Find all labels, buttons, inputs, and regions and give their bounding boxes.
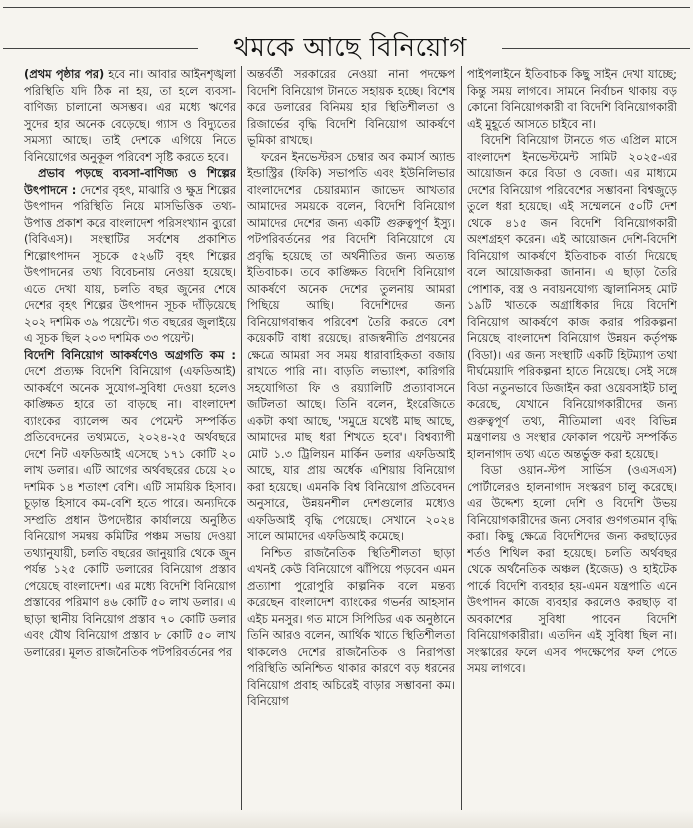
paragraph bbox=[467, 132, 677, 462]
column-1 bbox=[24, 66, 236, 811]
column-3 bbox=[467, 66, 677, 811]
headline-rule-right bbox=[502, 48, 690, 49]
paragraph-text: বিদেশি বিনিয়োগ টানতে গত এপ্রিল মাসে বাংলাদেশ ইনভেস্টমেন্ট সামিট ২০২৫-এর আয়োজন করে বিডা ও বেজা। এর মাধ্যমে দেশের বিনিয়োগ পরিবেশের সম্ভাবনা বিশ্বজুড়ে তুলে ধরা হয়েছে। এই সম্মেলনে ৫০টি দেশ থেকে ৪১৫ জন বিদেশি বিনিয়োগকারী অংশগ্রহণ করেন। এই আয়োজন দেশি-বিদেশি বিনিয়োগ আকর্ষণে ইতিবাচক বার্তা দিয়েছে বলে আয়োজকরা জানান। এ ছাড়া তৈরি পোশাক, বস্ত্র ও নবায়নযোগ্য জ্বালানিসহ মোট ১৯টি খাতকে অগ্রাধিকার দিয়ে বিদেশি বিনিয়োগ আকর্ষণে কাজ করার পরিকল্পনা নিয়েছে বাংলাদেশ বিনিয়োগ উন্নয়ন কর্তৃপক্ষ (বিডা)। এর জন্য সংস্থাটি একটি হিটম্যাপ তথা দীর্ঘমেয়াদি পরিকল্পনা হাতে নিয়েছে। সেই সঙ্গে বিডা নতুনভাবে ডিজাইন করা ওয়েবসাইট চালু করেছে, যেখানে বিনিয়োগকারীদের জন্য গুরুত্বপূর্ণ তথ্য, নীতিমালা এবং বিভিন্ন মন্ত্রণালয় ও সংস্থার ফোকাল পয়েন্ট সম্পর্কিত হালনাগাদ তথ্য এতে অন্তর্ভুক্ত করা হয়েছে। bbox=[467, 133, 677, 461]
paragraph bbox=[24, 66, 236, 165]
paragraph-lead: বিদেশি বিনিয়োগ আকর্ষণেও অগ্রগতি কম : bbox=[24, 347, 236, 362]
paragraph-text: অন্তর্বর্তী সরকারের নেওয়া নানা পদক্ষেপ বিদেশি বিনিয়োগ টানতে সহায়ক হচ্ছে। বিশেষ করে ডলারের বিনিময় হার স্থিতিশীলতা ও রিজার্ভের বৃদ্ধি বিদেশি বিনিয়োগ আকর্ষণে ভূমিকা রাখছে। bbox=[247, 67, 455, 147]
paragraph-lead: (প্রথম পৃষ্ঠার পর) bbox=[24, 67, 105, 81]
top-rule bbox=[3, 7, 690, 8]
paragraph bbox=[467, 462, 677, 677]
column-divider-1 bbox=[241, 66, 242, 811]
paragraph bbox=[247, 66, 455, 149]
paragraph-text: নিশ্চিত রাজনৈতিক স্থিতিশীলতা ছাড়া এখনই কেউ বিনিয়োগে ঝাঁপিয়ে পড়বেন এমন প্রত্যাশা পুরোপুরি কাল্পনিক বলে মন্তব্য করেছেন বাংলাদেশ ব্যাংকের গভর্নর আহসান এইচ মনসুর। গত মাসে সিপিডির এক অনুষ্ঠানে তিনি আরও বলেন, আর্থিক খাতে স্থিতিশীলতা থাকলেও দেশের রাজনৈতিক ও নিরাপত্তা পরিস্থিতি অনিশ্চিত থাকার কারণে বড় ধরনের বিনিয়োগ প্রবাহ অচিরেই বাড়ার সম্ভাবনা কম। বিনিয়োগ bbox=[247, 545, 455, 708]
paragraph-text: বিডা ওয়ান-স্টপ সার্ভিস (ওএসএস) পোর্টালেরও হালনাগাদ সংস্করণ চালু করেছে। এর উদ্দেশ্য হলো দেশি ও বিদেশি উভয় বিনিয়োগকারীদের জন্য সেবার গুণগতমান বৃদ্ধি করা। কিছু ক্ষেত্রে বিদেশিদের জন্য করছাড়ের শর্তও শিথিল করা হয়েছে। চলতি অর্থবছর থেকে অর্থনৈতিক অঞ্চল (ইজেড) ও হাইটেক পার্কে বিদেশি ব্যবহার হয়-এমন যন্ত্রপাতি এনে উৎপাদন কাজে ব্যবহার করলেও করছাড় বা অবকাশের সুবিধা পাবেন বিদেশি বিনিয়োগকারীরা। এতদিন এই সুবিধা ছিল না। সংস্কারের ফলে এসব পদক্ষেপের ফল পেতে সময় লাগবে। bbox=[467, 463, 677, 675]
paragraph-text: দেশের বৃহৎ, মাঝারি ও ক্ষুদ্র শিল্পের উৎপাদন পরিস্থিতি নিয়ে মাসভিত্তিক তথ্য-উপাত্ত প্রকাশ করে বাংলাদেশ পরিসংখ্যান ব্যুরো (বিবিএস)। সংস্থাটির সর্বশেষ প্রকাশিত শিল্পোৎপাদন সূচকে ৫২৬টি বৃহৎ শিল্পের উৎপাদনের তথ্য বিবেচনায় নেওয়া হয়েছে। এতে দেখা যায়, চলতি বছর জুনের শেষে দেশের বৃহৎ শিল্পের উৎপাদন সূচক দাঁড়িয়েছে ২০২ দশমিক ৩৯ পয়েন্টে। গত বছরের জুলাইয়ে এ সূচক ছিল ২০৩ দশমিক ৩৩ পয়েন্ট। bbox=[24, 182, 236, 345]
paragraph bbox=[247, 149, 455, 545]
column-2 bbox=[247, 66, 455, 811]
paragraph bbox=[24, 165, 236, 347]
headline-rule-left bbox=[3, 48, 198, 49]
column-divider-2 bbox=[461, 66, 462, 811]
paragraph-text: হবে না। আবার আইনশৃঙ্খলা পরিস্থিতি যদি ঠিক না হয়, তা হলে ব্যবসা-বাণিজ্য চালানো অসম্ভব। এর মধ্যে ঋণের সুদের হার অনেক বেড়েছে। গ্যাস ও বিদ্যুতের সমস্যা আছে। তাই দেশকে এগিয়ে নিতে বিনিয়োগের অনুকূল পরিবেশ সৃষ্টি করতে হবে। bbox=[24, 67, 236, 164]
paragraph-text: ফরেন ইনভেস্টরস চেম্বার অব কমার্স অ্যান্ড ইন্ডাস্ট্রির (ফিকি) সভাপতি এবং ইউনিলিভার বাংলাদেশের চেয়ারম্যান জাভেদ আখতার আমাদের সময়কে বলেন, বিদেশি বিনিয়োগ আমাদের দেশের জন্য একটি গুরুত্বপূর্ণ ইস্যু। পটপরিবর্তনের পর বিদেশি বিনিয়োগে যে প্রবৃদ্ধি হয়েছে তা অর্থনীতির জন্য অত্যন্ত ইতিবাচক। তবে কাঙ্ক্ষিত বিদেশি বিনিয়োগ আকর্ষণে অনেক দেশের তুলনায় আমরা পিছিয়ে আছি। বিদেশিদের জন্য বিনিয়োগবান্ধব পরিবেশ তৈরি করতে বেশ কয়েকটি বাধা রয়েছে। রাজস্বনীতি প্রণয়নের ক্ষেত্রে আমরা সব সময় ধারাবাহিকতা বজায় রাখতে পারি না। বাড়তি লভ্যাংশ, কারিগরি সহযোগিতা ফি ও রয়্যালিটি প্রত্যাবাসনে জটিলতা আছে। তিনি বলেন, ইংরেজিতে একটা কথা আছে, 'সমুদ্রে যথেষ্ট মাছ আছে, আমাদের মাছ ধরা শিখতে হবে'। বিশ্বব্যাপী মোট ১.৩ ট্রিলিয়ন মার্কিন ডলার এফডিআই আছে, যার প্রায় অর্ধেক এশিয়ায় বিনিয়োগ করা হয়েছে। এমনকি বিশ্ব বিনিয়োগ প্রতিবেদন অনুসারে, উন্নয়নশীল দেশগুলোর মধ্যেও এফডিআই বৃদ্ধি পেয়েছে। সেখানে ২০২৪ সালে আমাদের এফডিআই কমেছে। bbox=[247, 149, 455, 543]
cut-off-bottom-strip bbox=[0, 810, 693, 828]
headline: থমকে আছে বিনিয়োগ bbox=[233, 33, 467, 63]
paragraph bbox=[247, 545, 455, 710]
paragraph-text: দেশে প্রত্যক্ষ বিদেশি বিনিয়োগ (এফডিআই) আকর্ষণে অনেক সুযোগ-সুবিধা দেওয়া হলেও কাঙ্ক্ষিত হারে তা বাড়ছে না। বাংলাদেশ ব্যাংকের ব্যালেন্স অব পেমেন্ট সম্পর্কিত প্রতিবেদনের তথ্যমতে, ২০২৪-২৫ অর্থবছরে দেশে নিট এফডিআই এসেছে ১৭১ কোটি ২০ লাখ ডলার। এটি আগের অর্থবছরের চেয়ে ২০ দশমিক ১৪ শতাংশ বেশি। এটি সাময়িক হিসাব। চূড়ান্ত হিসাবে কম-বেশি হতে পারে। অন্যদিকে সম্প্রতি প্রধান উপদেষ্টার কার্যালয়ে অনুষ্ঠিত বিনিয়োগ সমন্বয় কমিটির পঞ্চম সভায় দেওয়া তথ্যানুযায়ী, চলতি বছরের জানুয়ারি থেকে জুন পর্যন্ত ১২৫ কোটি ডলারের বিনিয়োগ প্রস্তাব পেয়েছে বাংলাদেশ। এর মধ্যে বিদেশি বিনিয়োগ প্রস্তাবের পরিমাণ ৪৬ কোটি ৫০ লাখ ডলার। এ ছাড়া স্থানীয় বিনিয়োগ প্রস্তাব ৭০ কোটি ডলার এবং যৌথ বিনিয়োগ প্রস্তাব ৮ কোটি ৫০ লাখ ডলারের। মূলত রাজনৈতিক পটপরিবর্তনের পর bbox=[24, 364, 236, 659]
paragraph-text: পাইপলাইনে ইতিবাচক কিছু সাইন দেখা যাচ্ছে; কিন্তু সময় লাগবে। সামনে নির্বাচন থাকায় বড় কোনো বিনিয়োগকারী বা বিদেশি বিনিয়োগকারী এই মুহূর্তে আসতে চাইবে না। bbox=[467, 67, 677, 131]
paragraph bbox=[467, 66, 677, 132]
paragraph-lead: প্রভাব পড়ছে ব্যবসা-বাণিজ্য ও শিল্পের উৎপাদনে : bbox=[24, 166, 236, 197]
paragraph bbox=[24, 347, 236, 661]
